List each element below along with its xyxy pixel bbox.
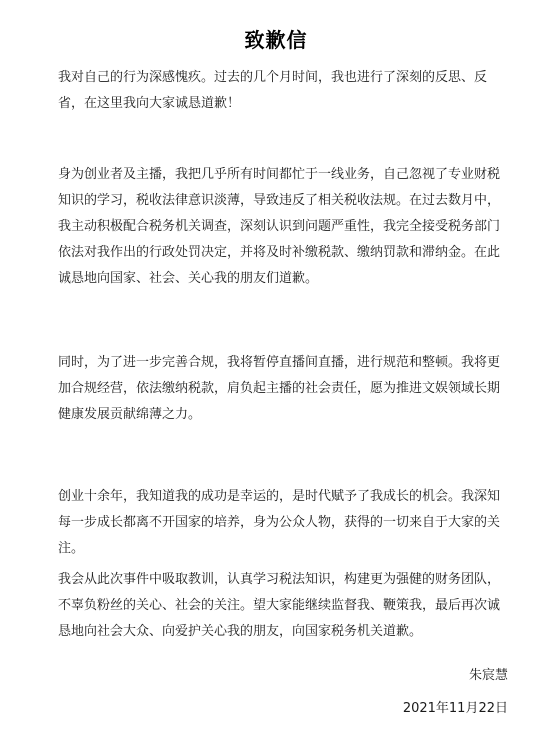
paragraph-line: 同时，为了进一步完善合规，我将暂停直播间直播，进行规范和整顿。我将更: [58, 355, 501, 370]
paragraph-line: 我对自己的行为深感愧疚。过去的几个月时间，我也进行了深刻的反思、反: [58, 70, 488, 85]
paragraph-5: [58, 567, 504, 645]
letter-date: 2021年11月22日: [402, 701, 508, 716]
paragraph-line: 省，在这里我向大家诚恳道歉！: [58, 96, 241, 111]
paragraph-line: 注。: [58, 541, 85, 556]
paragraph-line: 知识的学习，税收法律意识淡薄，导致违反了相关税收法规。在过去数月中，: [58, 193, 501, 208]
signature: 朱宸慧: [468, 668, 508, 683]
paragraph-4: [58, 484, 504, 562]
paragraph-1: [58, 65, 504, 117]
paragraph-line: 不辜负粉丝的关心、社会的关注。望大家能继续监督我、鞭策我，最后再次诚: [58, 598, 501, 613]
paragraph-line: 恳地向社会大众、向爱护关心我的朋友，向国家税务机关道歉。: [58, 624, 423, 639]
letter-title: 致歉信: [244, 28, 308, 52]
paragraph-line: 每一步成长都离不开国家的培养，身为公众人物，获得的一切来自于大家的关: [58, 515, 501, 530]
paragraph-line: 身为创业者及主播，我把几乎所有时间都忙于一线业务，自己忽视了专业财税: [58, 167, 501, 182]
paragraph-2: [58, 162, 504, 292]
paragraph-line: 健康发展贡献绵薄之力。: [58, 407, 202, 422]
paragraph-line: 我主动积极配合税务机关调查，深刻认识到问题严重性，我完全接受税务部门: [58, 219, 501, 234]
paragraph-line: 加合规经营，依法缴纳税款，肩负起主播的社会责任，愿为推进文娱领域长期: [58, 381, 501, 396]
paragraph-3: [58, 350, 504, 428]
paragraph-line: 依法对我作出的行政处罚决定，并将及时补缴税款、缴纳罚款和滞纳金。在此: [58, 245, 501, 260]
paragraph-line: 诚恳地向国家、社会、关心我的朋友们道歉。: [58, 271, 319, 286]
paragraph-line: 创业十余年，我知道我的成功是幸运的，是时代赋予了我成长的机会。我深知: [58, 489, 501, 504]
paragraph-line: 我会从此次事件中吸取教训，认真学习税法知识，构建更为强健的财务团队，: [58, 572, 501, 587]
